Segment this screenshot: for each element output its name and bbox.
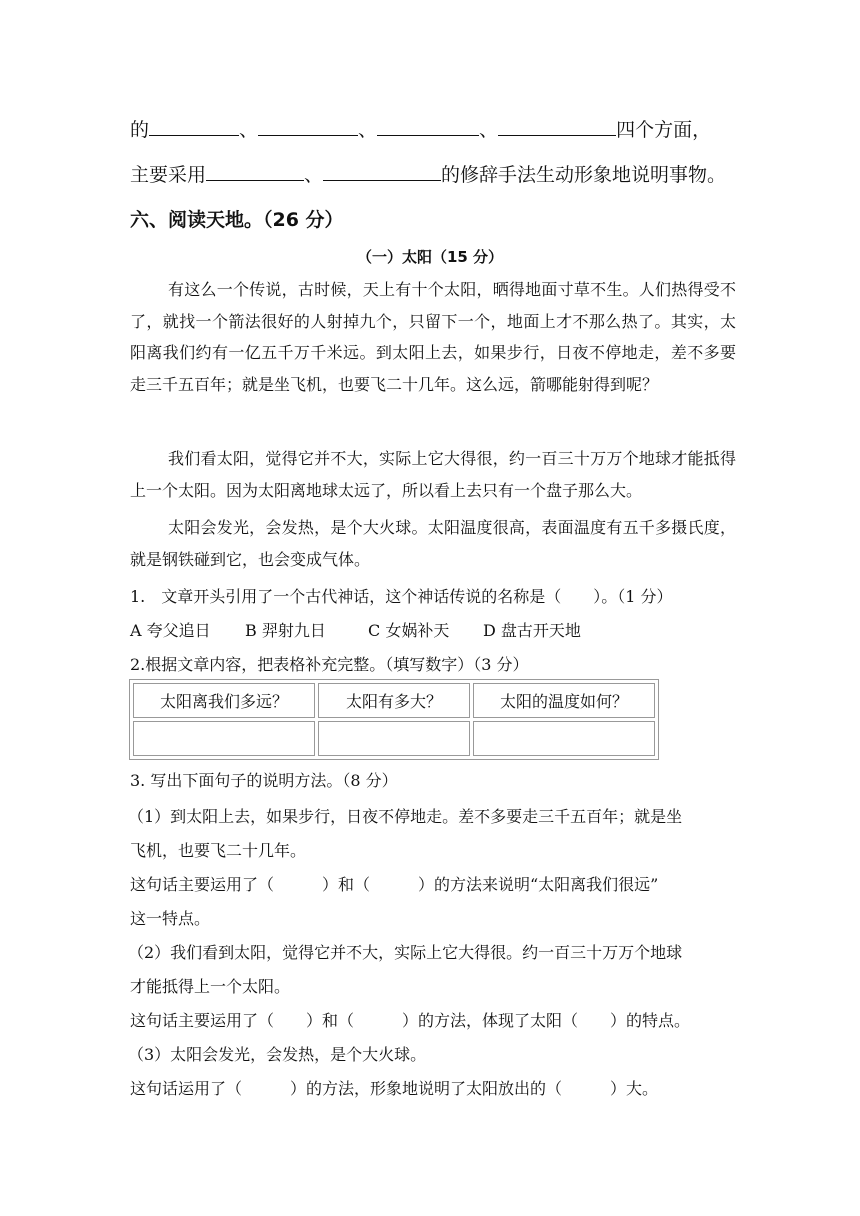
blank-1[interactable] xyxy=(149,117,239,136)
passage-title: （一）太阳（15 分） xyxy=(356,248,504,266)
table-header-row xyxy=(133,683,655,718)
question-1-options xyxy=(130,618,581,641)
passage-paragraph-1: 有这么一个传说，古时候，天上有十个太阳，晒得地面寸草不生。人们热得受不了，就找一个箭法很好的人射掉九个，只留下一个，地面上才不那么热了。其实，太阳离我们约有一亿五千万千米远。到太阳上去，如果步行，日夜不停地走，差不多要走三千五百年；就是坐飞机，也要飞二十几年。这么远，箭哪能射得到呢？ xyxy=(130,280,736,394)
table-header-distance: 太阳离我们多远？ xyxy=(133,683,315,718)
question-2: 2.根据文章内容，把表格补充完整。（填写数字）（3 分） xyxy=(130,655,529,674)
blank-2[interactable] xyxy=(258,117,358,136)
option-d[interactable]: D 盘古开天地 xyxy=(483,621,581,640)
answer-cell-temperature[interactable] xyxy=(473,721,655,756)
q3-answer-3: 这句话运用了（ ）的方法，形象地说明了太阳放出的（ ）大。 xyxy=(130,1079,659,1098)
option-c[interactable]: C 女娲补天 xyxy=(368,621,450,640)
q3-answer-2: 这句话主要运用了（ ）和（ ）的方法，体现了太阳（ ）的特点。 xyxy=(130,1011,691,1030)
q3-sentence-2-line-1: （2）我们看到太阳，觉得它并不大，实际上它大得很。约一百三十万万个地球 xyxy=(128,943,683,962)
q3-answer-1-line-2: 这一特点。 xyxy=(130,909,211,928)
blank-5[interactable] xyxy=(206,162,304,181)
intro-text: 四个方面， xyxy=(616,119,712,141)
intro-text: 的 xyxy=(130,119,150,141)
q3-sentence-3: （3）太阳会发光，会发热，是个大火球。 xyxy=(128,1045,427,1064)
q3-sentence-1-line-1: （1）到太阳上去，如果步行，日夜不停地走。差不多要走三千五百年；就是坐 xyxy=(128,807,683,826)
passage-paragraph-3: 太阳会发光，会发热，是个大火球。太阳温度很高，表面温度有五千多摄氏度，就是钢铁碰到它，也会变成气体。 xyxy=(130,518,736,569)
separator: 、 xyxy=(304,164,324,186)
q3-sentence-1-line-2: 飞机，也要飞二十几年。 xyxy=(130,841,307,860)
intro-line-2 xyxy=(130,160,726,187)
answer-cell-distance[interactable] xyxy=(133,721,315,756)
table-header-size: 太阳有多大？ xyxy=(318,683,470,718)
q3-answer-1-line-1: 这句话主要运用了（ ）和（ ）的方法来说明“太阳离我们很远” xyxy=(130,875,659,894)
option-a[interactable]: A 夸父追日 xyxy=(130,621,211,640)
blank-3[interactable] xyxy=(377,117,479,136)
blank-4[interactable] xyxy=(498,117,616,136)
option-b[interactable]: B 羿射九日 xyxy=(245,621,326,640)
intro-text: 主要采用 xyxy=(130,164,207,186)
separator: 、 xyxy=(239,119,259,141)
intro-text: 的修辞手法生动形象地说明事物。 xyxy=(441,164,727,186)
blank-6[interactable] xyxy=(323,162,441,181)
question-1: 1. 文章开头引用了一个古代神话，这个神话传说的名称是（ ）。（1 分） xyxy=(130,587,673,606)
separator: 、 xyxy=(358,119,378,141)
answer-cell-size[interactable] xyxy=(318,721,470,756)
intro-line-1 xyxy=(130,115,711,142)
passage-paragraph-2: 我们看太阳，觉得它并不大，实际上它大得很，约一百三十万万个地球才能抵得上一个太阳。因为太阳离地球太远了，所以看上去只有一个盘子那么大。 xyxy=(130,449,736,500)
answer-table xyxy=(129,679,659,760)
section-heading: 六、阅读天地。（26 分） xyxy=(130,209,344,231)
table-answer-row xyxy=(133,721,655,756)
q3-sentence-2-line-2: 才能抵得上一个太阳。 xyxy=(130,977,291,996)
separator: 、 xyxy=(479,119,499,141)
question-3: 3. 写出下面句子的说明方法。（8 分） xyxy=(130,771,398,790)
table-header-temperature: 太阳的温度如何？ xyxy=(473,683,655,718)
